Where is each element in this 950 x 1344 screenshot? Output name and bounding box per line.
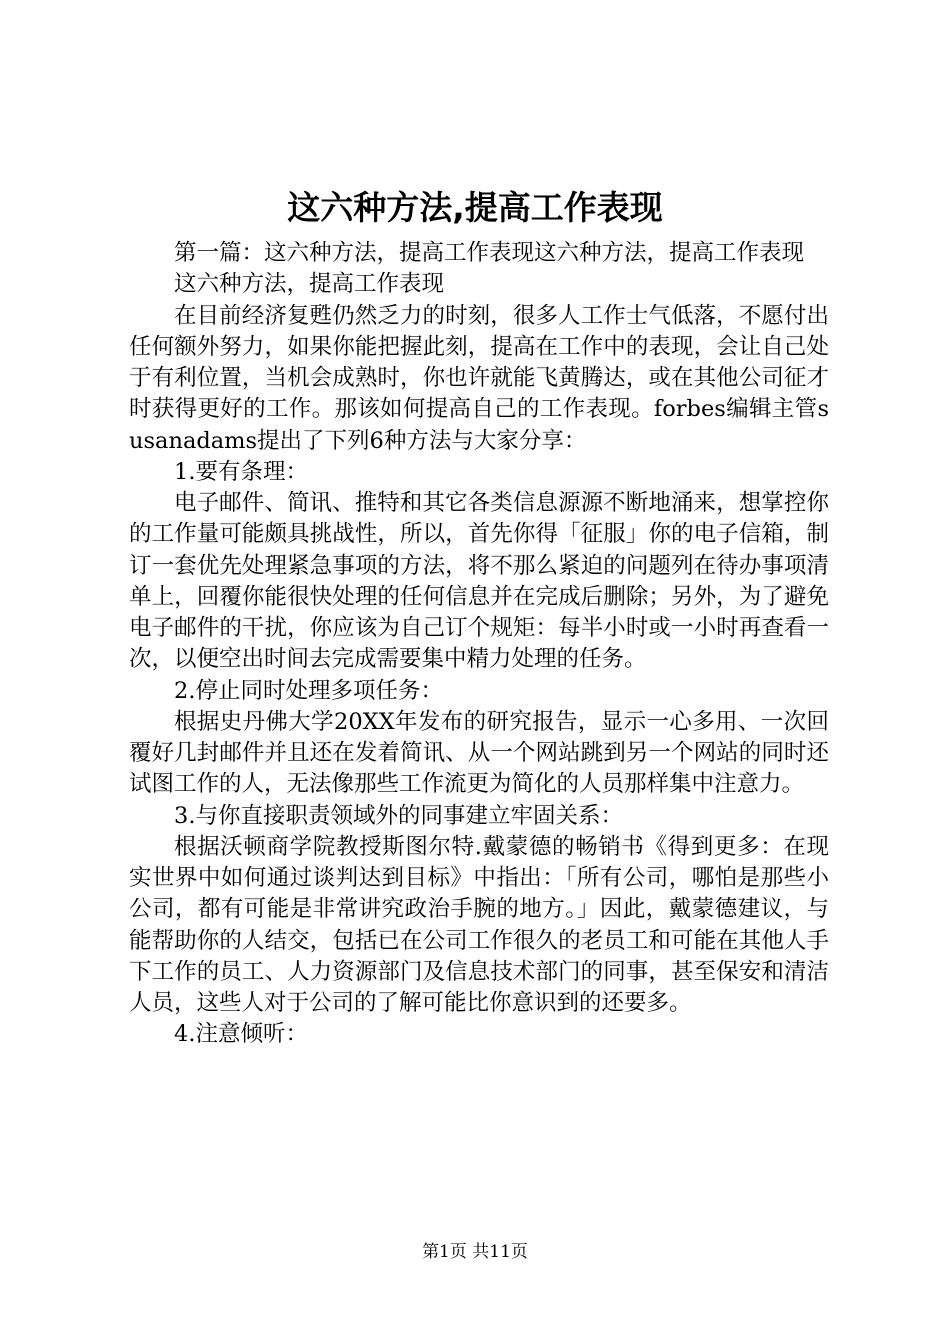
paragraph-opening: 在目前经济复甦仍然乏力的时刻，很多人工作士气低落，不愿付出任何额外努力，如果你能把握此刻，提高在工作中的表现，会让自己处于有利位置，当机会成熟时，你也许就能飞黄腾达，或在其他公司征才时获得更好的工作。那该如何提高自己的工作表现。forbes编辑主管susanadams提出了下列6种方法与大家分享： bbox=[129, 302, 829, 454]
section-heading-4: 4.注意倾听： bbox=[174, 1021, 308, 1048]
paragraph-intro: 第一篇：这六种方法，提高工作表现这六种方法，提高工作表现 bbox=[174, 240, 805, 266]
paragraph-section-3: 根据沃顿商学院教授斯图尔特.戴蒙德的畅销书《得到更多：在现实世界中如何通过谈判达到目标》中指出：「所有公司，哪怕是那些小公司，都有可能是非常讲究政治手腕的地方。」因此，戴蒙德建议，与能帮助你的人结交，包括已在公司工作很久的老员工和可能在其他人手下工作的员工、人力资源部门及信息技术部门的同事，甚至保安和清洁人员，这些人对于公司的了解可能比你意识到的还要多。 bbox=[129, 833, 829, 1016]
document-body bbox=[129, 238, 829, 1051]
page-footer: 第1页 共11页 bbox=[422, 1242, 528, 1262]
paragraph-section-1: 电子邮件、简讯、推特和其它各类信息源源不断地涌来，想掌控你的工作量可能颇具挑战性，所以，首先你得「征服」你的电子信箱，制订一套优先处理紧急事项的方法，将不那么紧迫的问题列在待办事项清单上，回覆你能很快处理的任何信息并在完成后删除；另外，为了避免电子邮件的干扰，你应该为自己订个规矩：每半小时或一小时再查看一次，以便空出时间去完成需要集中精力处理的任务。 bbox=[129, 490, 829, 673]
paragraph-subtitle: 这六种方法，提高工作表现 bbox=[174, 271, 445, 298]
section-heading-1: 1.要有条理： bbox=[174, 458, 308, 485]
section-heading-2: 2.停止同时处理多项任务： bbox=[174, 677, 443, 704]
section-heading-3: 3.与你直接职责领域外的同事建立牢固关系： bbox=[174, 802, 623, 829]
document-title: 这六种方法,提高工作表现 bbox=[287, 188, 663, 227]
paragraph-section-2: 根据史丹佛大学20XX年发布的研究报告，显示一心多用、一次回覆好几封邮件并且还在发着简讯、从一个网站跳到另一个网站的同时还试图工作的人，无法像那些工作流更为简化的人员那样集中注意力。 bbox=[129, 708, 829, 798]
